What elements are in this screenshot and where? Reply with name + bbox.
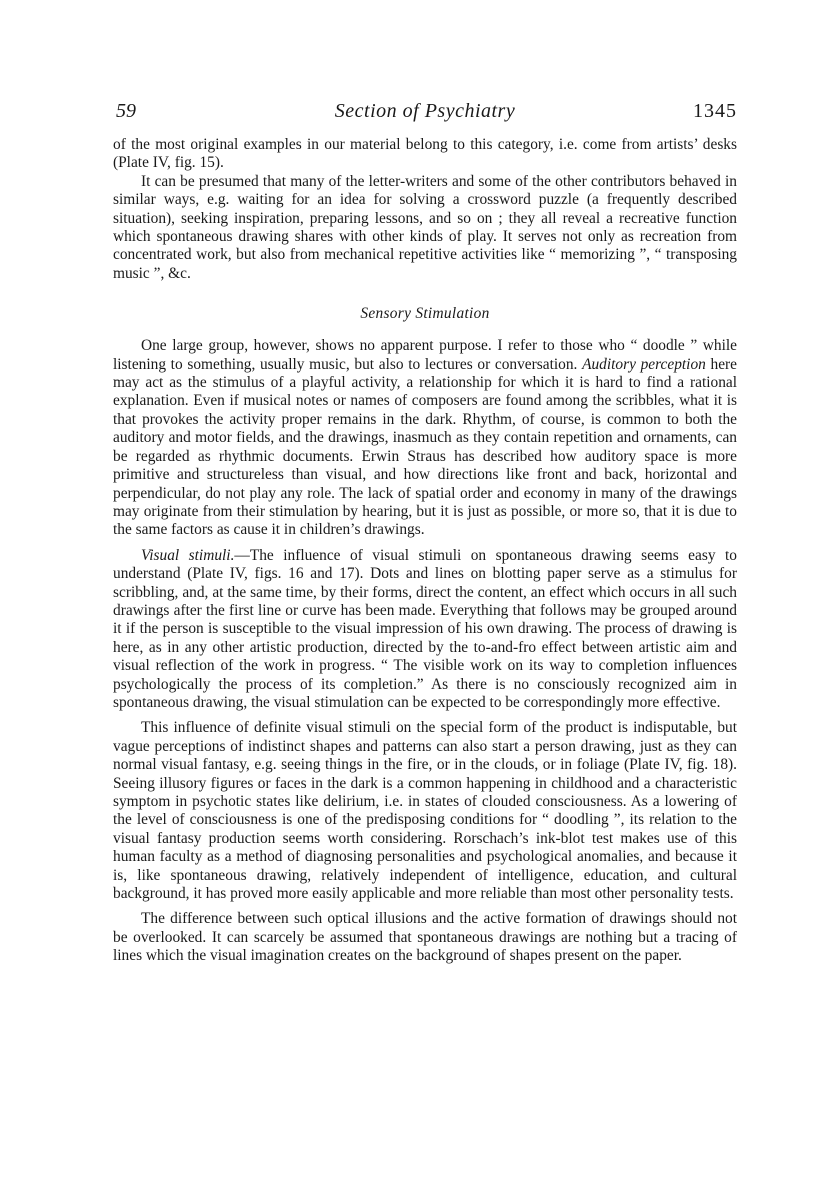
auditory-perception-term: Auditory perception: [582, 355, 706, 373]
page-number: 1345: [693, 100, 737, 122]
paragraph-recreative-function: It can be presumed that many of the letter-writers and some of the other contributors behaved in similar ways, e.g. waiting for an idea for solving a crossword puzzle (a frequently described situation), seeking inspiration, preparing lessons, and so on ; they all reveal a recreative function which spontaneous drawing shares with other kinds of play. It serves not only as recreation from concentrated work, but also from mechanical repetitive activities like “ memorizing ”, “ transposing music ”, &c.: [113, 172, 737, 282]
running-head: [113, 100, 737, 130]
paragraph-optical-illusions: The difference between such optical illusions and the active formation of drawings should not be overlooked. It can scarcely be assumed that spontaneous drawings are nothing but a tracing of lines which the visual imagination creates on the background of shapes present on the paper.: [113, 910, 737, 965]
folio-left: 59: [116, 100, 136, 122]
visual-stimuli-text: —The influence of visual stimuli on spontaneous drawing seems easy to understand (Plate IV, figs. 16 and 17). Dots and lines on blotting paper serve as a stimulus for scribbling, and, at the same time, by their forms, direct the content, an effect which occurs in all such drawings after the first line or curve has been made. Everything that follows may be grouped around it if the person is susceptible to the visual impression of his own drawing. The process of drawing is here, as in any other artistic production, directed by the to-and-fro effect between artistic aim and visual reflection of the work in progress. “ The visible work on its way to completion influences psychologically the process of its completion.” As there is no consciously recognized aim in spontaneous drawing, the visual stimulation can be expected to be correspondingly more effective.: [113, 546, 737, 711]
paragraph-visual-stimuli: [113, 547, 737, 713]
section-heading: Sensory Stimulation: [360, 305, 490, 323]
auditory-rest-text: here may act as the stimulus of a playful activity, a relationship for which it is hard to find a rational explanation. Even if musical notes or names of composers are found among the scribbles, what it is that provokes the activity proper remains in the dark. Rhythm, of course, is common to both the auditory and motor fields, and the drawings, inasmuch as they contain repetition and ornaments, can be regarded as rhythmic documents. Erwin Straus has described how auditory space is more primitive and structureless than visual, and how directions like front and back, horizontal and perpendicular, do not play any role. The lack of spatial order and economy in many of the drawings may originate from their stimulation by hearing, but it is just as possible, or more so, that it is due to the same factors as cause it in children’s drawings.: [113, 355, 738, 539]
visual-stimuli-term: Visual stimuli.: [141, 546, 235, 564]
section-title: Section of Psychiatry: [334, 100, 516, 122]
auditory-lead-text: One large group, however, shows no apparent purpose. I refer to those who “ doodle ” while listening to something, usually music, but also to lectures or conversation.: [113, 337, 737, 373]
paragraph-visual-fantasy: This influence of definite visual stimuli on the special form of the product is indisputable, but vague perceptions of indistinct shapes and patterns can also start a person drawing, just as they can normal visual fantasy, e.g. seeing things in the fire, or in the clouds, or in foliage (Plate IV, fig. 18). Seeing illusory figures or faces in the dark is a common happening in childhood and a characteristic symptom in psychotic states like delirium, i.e. in states of clouded consciousness. As a lowering of the level of consciousness is one of the predisposing conditions for “ doodling ”, its relation to the visual fantasy production seems worth considering. Rorschach’s ink-blot test makes use of this human faculty as a method of diagnosing personalities and psychological anomalies, and because it is, like spontaneous drawing, relatively independent of intelligence, education, and cultural background, it has proved more easily applicable and more reliable than most other personality tests.: [113, 719, 737, 903]
paragraph-auditory-perception: [113, 337, 737, 539]
journal-page: [113, 100, 737, 966]
paragraph-continuation: of the most original examples in our material belong to this category, i.e. come from artists’ desks (Plate IV, fig. 15).: [113, 136, 737, 172]
